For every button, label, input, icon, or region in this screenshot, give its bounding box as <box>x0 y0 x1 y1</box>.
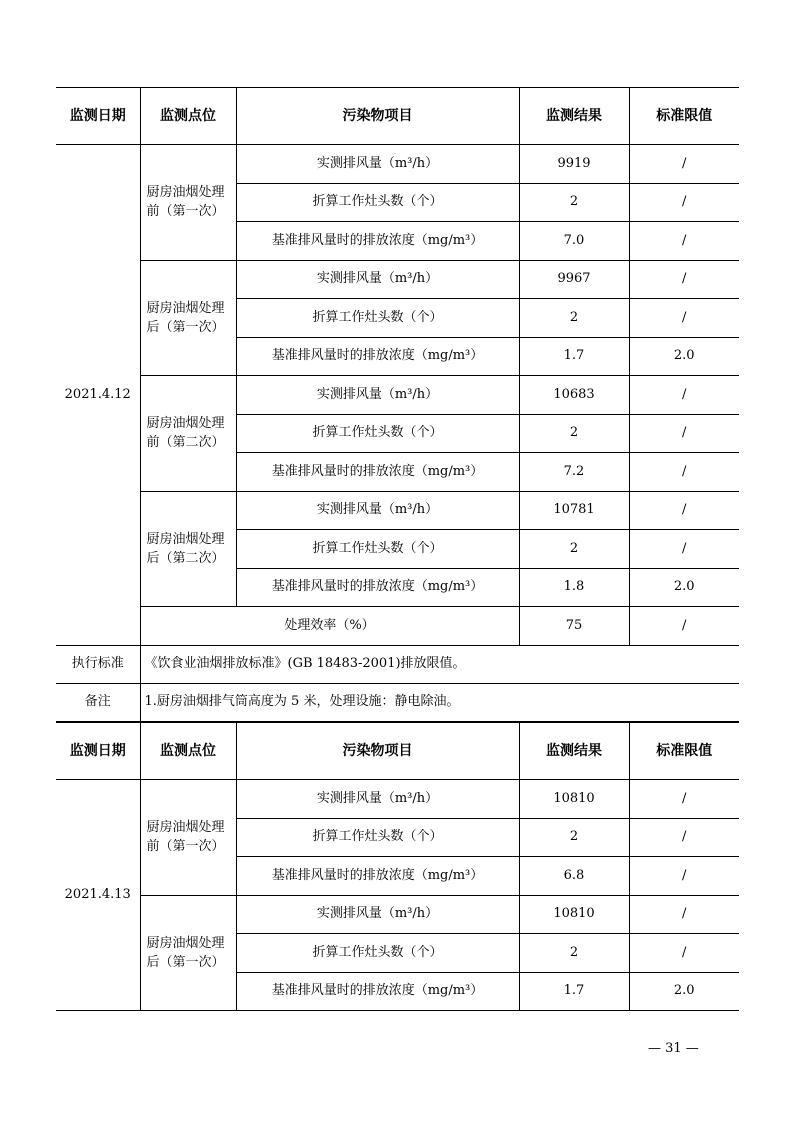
result-cell: 10810 <box>519 780 629 819</box>
limit-cell: / <box>629 145 739 184</box>
header-result: 监测结果 <box>519 723 629 780</box>
limit-cell: / <box>629 934 739 973</box>
remark-label: 备注 <box>56 683 140 721</box>
limit-cell: / <box>629 260 739 299</box>
result-cell: 2 <box>519 299 629 338</box>
efficiency-result: 75 <box>519 607 629 646</box>
item-cell: 折算工作灶头数（个） <box>236 934 519 973</box>
standard-label: 执行标准 <box>56 645 140 683</box>
limit-cell: / <box>629 818 739 857</box>
item-cell: 折算工作灶头数（个） <box>236 299 519 338</box>
point-cell: 厨房油烟处理后（第二次） <box>140 491 236 607</box>
result-cell: 1.7 <box>519 337 629 376</box>
item-cell: 实测排风量（m³/h） <box>236 780 519 819</box>
point-cell: 厨房油烟处理后（第一次） <box>140 260 236 376</box>
table-header-row <box>56 723 739 780</box>
efficiency-limit: / <box>629 607 739 646</box>
result-cell: 1.7 <box>519 972 629 1011</box>
efficiency-label: 处理效率（%） <box>140 607 519 646</box>
result-cell: 2 <box>519 414 629 453</box>
result-cell: 10683 <box>519 376 629 415</box>
limit-cell: / <box>629 376 739 415</box>
limit-cell: / <box>629 299 739 338</box>
result-cell: 10810 <box>519 895 629 934</box>
item-cell: 基准排风量时的排放浓度（mg/m³） <box>236 972 519 1011</box>
efficiency-row <box>56 607 739 646</box>
table-row <box>56 780 739 819</box>
limit-cell: / <box>629 491 739 530</box>
date-cell: 2021.4.12 <box>56 145 140 646</box>
result-cell: 6.8 <box>519 857 629 896</box>
table-row <box>56 491 739 530</box>
result-cell: 10781 <box>519 491 629 530</box>
limit-cell: / <box>629 895 739 934</box>
item-cell: 基准排风量时的排放浓度（mg/m³） <box>236 222 519 261</box>
table-row <box>56 895 739 934</box>
page-number: — 31 — <box>648 1041 699 1056</box>
result-cell: 2 <box>519 818 629 857</box>
header-point: 监测点位 <box>140 88 236 145</box>
result-cell: 2 <box>519 530 629 569</box>
limit-cell: / <box>629 453 739 492</box>
point-cell: 厨房油烟处理前（第二次） <box>140 376 236 492</box>
limit-cell: / <box>629 530 739 569</box>
point-cell: 厨房油烟处理后（第一次） <box>140 895 236 1011</box>
header-item: 污染物项目 <box>236 723 519 780</box>
item-cell: 实测排风量（m³/h） <box>236 145 519 184</box>
limit-cell: 2.0 <box>629 972 739 1011</box>
standard-row <box>56 645 739 683</box>
table-row <box>56 376 739 415</box>
result-cell: 7.2 <box>519 453 629 492</box>
result-cell: 1.8 <box>519 568 629 607</box>
item-cell: 实测排风量（m³/h） <box>236 376 519 415</box>
monitoring-table-2 <box>56 722 739 1011</box>
limit-cell: / <box>629 780 739 819</box>
limit-cell: / <box>629 857 739 896</box>
header-date: 监测日期 <box>56 88 140 145</box>
table-row <box>56 145 739 184</box>
remark-text: 1.厨房油烟排气筒高度为 5 米，处理设施：静电除油。 <box>140 683 739 721</box>
header-point: 监测点位 <box>140 723 236 780</box>
limit-cell: / <box>629 183 739 222</box>
result-cell: 2 <box>519 183 629 222</box>
limit-cell: 2.0 <box>629 568 739 607</box>
header-result: 监测结果 <box>519 88 629 145</box>
item-cell: 折算工作灶头数（个） <box>236 818 519 857</box>
date-cell: 2021.4.13 <box>56 780 140 1011</box>
item-cell: 实测排风量（m³/h） <box>236 895 519 934</box>
monitoring-table-1 <box>56 87 739 722</box>
limit-cell: 2.0 <box>629 337 739 376</box>
result-cell: 2 <box>519 934 629 973</box>
item-cell: 实测排风量（m³/h） <box>236 491 519 530</box>
item-cell: 基准排风量时的排放浓度（mg/m³） <box>236 568 519 607</box>
standard-text: 《饮食业油烟排放标准》(GB 18483-2001)排放限值。 <box>140 645 739 683</box>
result-cell: 9919 <box>519 145 629 184</box>
header-item: 污染物项目 <box>236 88 519 145</box>
limit-cell: / <box>629 414 739 453</box>
result-cell: 9967 <box>519 260 629 299</box>
item-cell: 基准排风量时的排放浓度（mg/m³） <box>236 857 519 896</box>
result-cell: 7.0 <box>519 222 629 261</box>
item-cell: 实测排风量（m³/h） <box>236 260 519 299</box>
item-cell: 基准排风量时的排放浓度（mg/m³） <box>236 453 519 492</box>
header-limit: 标准限值 <box>629 723 739 780</box>
item-cell: 折算工作灶头数（个） <box>236 183 519 222</box>
header-limit: 标准限值 <box>629 88 739 145</box>
item-cell: 基准排风量时的排放浓度（mg/m³） <box>236 337 519 376</box>
table-header-row <box>56 88 739 145</box>
header-date: 监测日期 <box>56 723 140 780</box>
table-row <box>56 260 739 299</box>
point-cell: 厨房油烟处理前（第一次） <box>140 780 236 896</box>
remark-row <box>56 683 739 721</box>
limit-cell: / <box>629 222 739 261</box>
point-cell: 厨房油烟处理前（第一次） <box>140 145 236 261</box>
item-cell: 折算工作灶头数（个） <box>236 414 519 453</box>
item-cell: 折算工作灶头数（个） <box>236 530 519 569</box>
